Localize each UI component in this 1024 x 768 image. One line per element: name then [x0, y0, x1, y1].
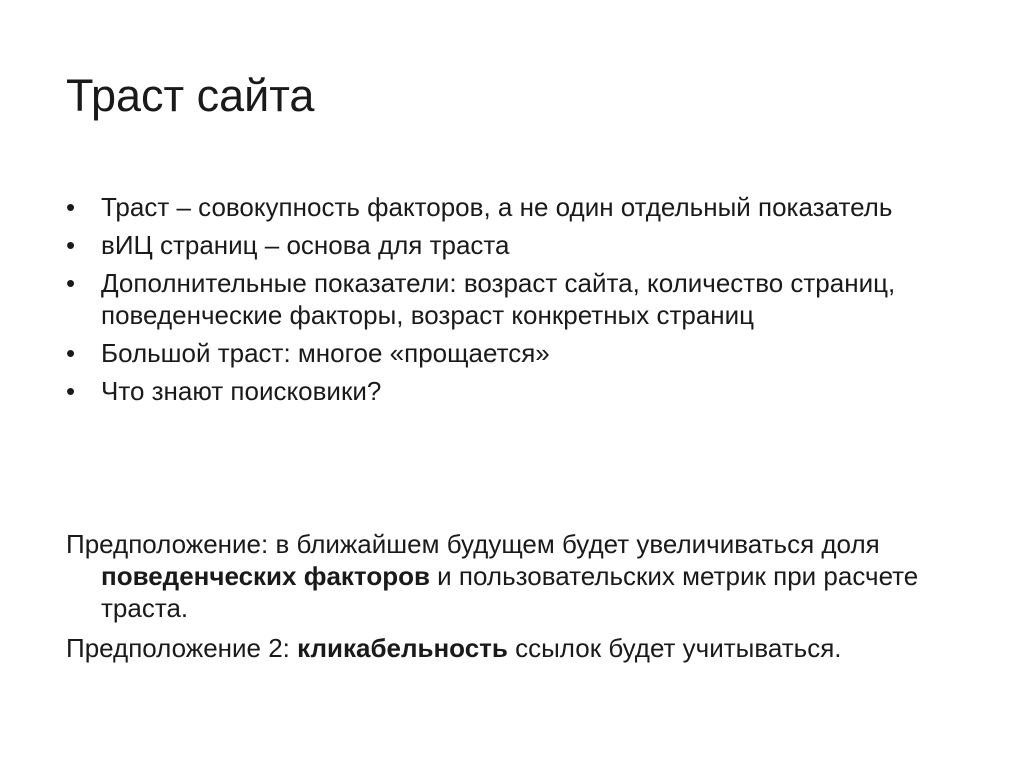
bullet-icon: •	[66, 230, 76, 260]
bullet-icon: •	[66, 376, 76, 406]
bullet-list	[66, 191, 946, 413]
assumption-2-text-end: ссылок будет учитываться.	[507, 633, 842, 663]
bullet-text: Что знают поисковики?	[101, 376, 382, 406]
assumption-paragraph-2	[66, 632, 981, 664]
bullet-icon: •	[66, 338, 76, 368]
assumption-2-bold-text: кликабельность	[297, 633, 508, 663]
bullet-text: вИЦ страниц – основа для траста	[101, 230, 510, 260]
bullet-text: Дополнительные показатели: возраст сайта, количество страниц, поведенческие факторы, возраст конкретных страниц	[101, 268, 896, 330]
bullet-item	[66, 375, 946, 407]
assumption-paragraph-1	[66, 528, 981, 624]
assumption-1-bold-text: поведенческих факторов	[101, 561, 430, 591]
bullet-text: Большой траст: многое «прощается»	[101, 338, 550, 368]
bullet-item	[66, 229, 946, 261]
bullet-icon: •	[66, 268, 76, 298]
bullet-icon: •	[66, 192, 76, 222]
bullet-text: Траст – совокупность факторов, а не один отдельный показатель	[101, 192, 893, 222]
bullet-item	[66, 267, 946, 331]
assumption-2-text-start: Предположение 2:	[66, 633, 298, 663]
bullet-item	[66, 191, 946, 223]
assumption-1-text-start: Предположение: в ближайшем будущем будет увеличиваться доля	[66, 529, 880, 559]
bullet-item	[66, 337, 946, 369]
assumption-1-text-end: и пользовательских метрик при расчете траста.	[101, 561, 919, 623]
slide-title: Траст сайта	[66, 70, 315, 121]
